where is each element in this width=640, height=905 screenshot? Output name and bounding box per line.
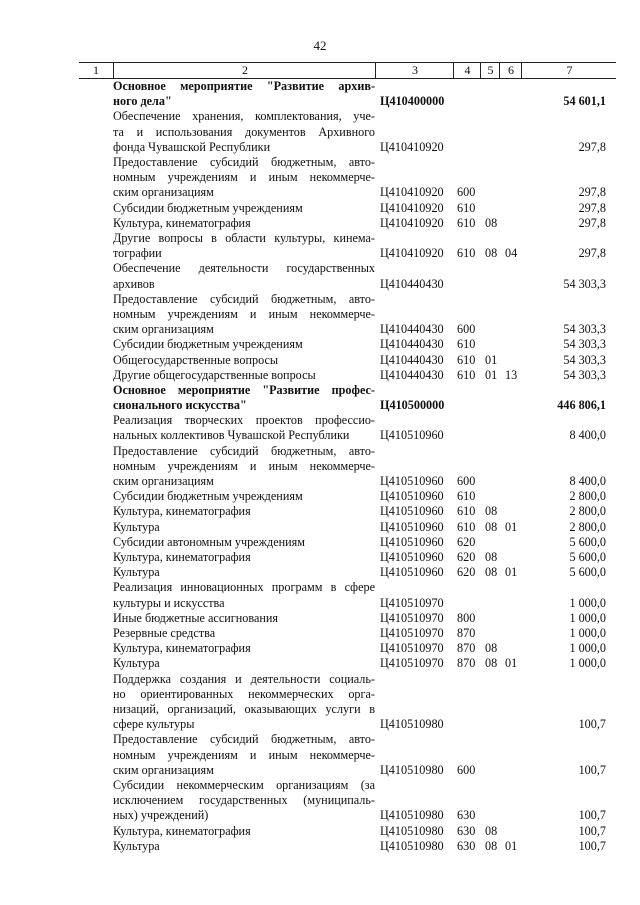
row-name-line: Резервные средства [113, 625, 216, 640]
row-name-line: Культура [113, 838, 160, 853]
row-section: 08 [485, 565, 498, 580]
row-name [113, 383, 375, 413]
table-row [0, 413, 640, 443]
row-name-line: Обеспечение хранения, комплектования, уче- [113, 109, 375, 124]
row-name [113, 368, 375, 383]
row-name-line: Культура, кинематография [113, 641, 251, 656]
row-code: Ц410510960 [380, 428, 444, 443]
row-name-line: но ориентированных некоммерческих орга- [113, 686, 375, 701]
row-sum: 2 800,0 [569, 504, 606, 519]
header-col-2: 2 [113, 63, 376, 78]
row-name-line: Субсидии бюджетным учреждениям [113, 200, 303, 215]
row-name [113, 824, 375, 839]
row-name [113, 626, 375, 641]
row-section: 08 [485, 519, 498, 534]
row-name [113, 550, 375, 565]
row-name-line: Субсидии бюджетным учреждениям [113, 489, 303, 504]
row-sum: 1 000,0 [569, 625, 606, 640]
row-code: Ц410510960 [380, 474, 444, 489]
header-col-7: 7 [521, 63, 617, 78]
row-expense-type: 630 [457, 838, 476, 853]
row-name [113, 353, 375, 368]
table-row [0, 641, 640, 656]
row-name [113, 201, 375, 216]
row-expense-type: 600 [457, 762, 476, 777]
row-sum: 54 303,3 [563, 337, 606, 352]
row-section: 08 [485, 215, 498, 230]
row-name [113, 520, 375, 535]
row-name [113, 337, 375, 352]
row-expense-type: 620 [457, 550, 476, 564]
row-code: Ц410510980 [380, 717, 444, 732]
row-section: 08 [485, 504, 498, 519]
row-sum: 54 303,3 [563, 276, 606, 291]
row-name [113, 839, 375, 854]
row-code: Ц410510960 [380, 504, 444, 519]
row-subsection: 01 [505, 519, 518, 534]
row-sum: 2 800,0 [569, 519, 606, 534]
row-name [113, 155, 375, 201]
row-sum: 5 600,0 [569, 565, 606, 580]
row-section: 01 [485, 352, 498, 367]
row-section: 08 [485, 838, 498, 853]
row-sum: 297,8 [578, 246, 606, 261]
row-code: Ц410510980 [380, 838, 444, 853]
table-row [0, 778, 640, 824]
row-name-line: Культура [113, 519, 160, 534]
row-name-line: Субсидии бюджетным учреждениям [113, 337, 303, 352]
row-name [113, 413, 375, 443]
row-code: Ц410510980 [380, 762, 444, 777]
row-name-line: Иные бюджетные ассигнования [113, 610, 279, 625]
row-name [113, 444, 375, 490]
row-name-line: ного дела" [113, 94, 172, 109]
row-name [113, 732, 375, 778]
row-sum: 100,7 [578, 762, 606, 777]
row-expense-type: 610 [457, 246, 476, 261]
row-name-line: фонда Чувашской Республики [113, 139, 271, 154]
row-expense-type: 610 [457, 504, 476, 519]
row-subsection: 04 [505, 246, 518, 261]
table-row [0, 383, 640, 413]
page-number: 42 [313, 38, 327, 53]
row-name [113, 778, 375, 824]
row-name [113, 672, 375, 733]
row-name [113, 580, 375, 610]
row-name-line: номным учреждениям и иным некоммерче- [113, 458, 375, 473]
table-row [0, 155, 640, 201]
row-name-line: Предоставление субсидий бюджетным, авто- [113, 443, 375, 458]
row-expense-type: 600 [457, 474, 476, 489]
row-name-line: Другие вопросы в области культуры, кинема- [113, 230, 375, 245]
row-expense-type: 620 [457, 565, 476, 580]
row-name-line: Предоставление субсидий бюджетным, авто- [113, 154, 375, 169]
row-sum: 5 600,0 [569, 550, 606, 564]
row-sum: 54 601,1 [563, 94, 606, 109]
row-sum: 54 303,3 [563, 322, 606, 337]
row-code: Ц410440430 [380, 352, 444, 367]
row-name [113, 565, 375, 580]
row-section: 08 [485, 246, 498, 261]
row-sum: 1 000,0 [569, 595, 606, 610]
row-code: Ц410510970 [380, 595, 444, 610]
table-row [0, 626, 640, 641]
row-name [113, 656, 375, 671]
table-row [0, 611, 640, 626]
row-name-line: Культура [113, 656, 160, 671]
row-section: 08 [485, 641, 498, 656]
row-expense-type: 610 [457, 337, 476, 352]
row-subsection: 13 [505, 367, 518, 382]
row-code: Ц410440430 [380, 322, 444, 337]
row-name-line: низаций, организаций, оказывающих услуги в [113, 701, 375, 716]
table-row [0, 520, 640, 535]
table-row [0, 79, 640, 109]
row-sum: 100,7 [578, 823, 606, 838]
row-sum: 8 400,0 [569, 428, 606, 443]
row-name [113, 261, 375, 291]
row-name [113, 641, 375, 656]
table-row [0, 292, 640, 338]
table-header [79, 62, 616, 79]
row-name-line: Субсидии автономным учреждениям [113, 534, 305, 549]
row-code: Ц410510960 [380, 519, 444, 534]
table-row [0, 337, 640, 352]
row-name-line: ных) учреждений) [113, 808, 209, 823]
row-expense-type: 610 [457, 519, 476, 534]
row-name-line: сионального искусства" [113, 398, 247, 413]
row-sum: 446 806,1 [557, 398, 606, 413]
row-expense-type: 610 [457, 367, 476, 382]
row-name-line: Культура [113, 565, 160, 580]
row-name-line: Поддержка создания и деятельности социаль- [113, 671, 375, 686]
row-code: Ц410510960 [380, 534, 444, 549]
row-section: 08 [485, 656, 498, 671]
row-code: Ц410510970 [380, 610, 444, 625]
row-code: Ц410510980 [380, 808, 444, 823]
row-name-line: культуры и искусства [113, 595, 225, 610]
row-sum: 1 000,0 [569, 610, 606, 625]
row-section: 08 [485, 823, 498, 838]
header-col-4: 4 [453, 63, 481, 78]
row-subsection: 01 [505, 565, 518, 580]
row-name-line: Общегосударственные вопросы [113, 352, 279, 367]
row-name-line: Реализация творческих проектов профессио- [113, 413, 375, 428]
row-name-line: архивов [113, 276, 155, 291]
row-name-line: Предоставление субсидий бюджетным, авто- [113, 291, 375, 306]
row-name-line: Субсидии некоммерческим организациям (за [113, 777, 375, 792]
row-name [113, 216, 375, 231]
row-name [113, 292, 375, 338]
row-expense-type: 870 [457, 625, 476, 640]
row-name-line: номным учреждениям и иным некоммерче- [113, 170, 375, 185]
row-code: Ц410510960 [380, 489, 444, 504]
row-expense-type: 800 [457, 610, 476, 625]
row-name-line: нальных коллективов Чувашской Республики [113, 428, 350, 443]
row-expense-type: 620 [457, 534, 476, 549]
row-name-line: исключением государственных (муниципаль- [113, 793, 375, 808]
row-sum: 2 800,0 [569, 489, 606, 504]
table-row [0, 732, 640, 778]
row-name-line: Предоставление субсидий бюджетным, авто- [113, 732, 375, 747]
row-expense-type: 600 [457, 322, 476, 337]
row-code: Ц410510960 [380, 565, 444, 580]
row-sum: 100,7 [578, 717, 606, 732]
row-code: Ц410410920 [380, 246, 444, 261]
row-expense-type: 610 [457, 215, 476, 230]
table-row [0, 504, 640, 519]
table-row [0, 580, 640, 610]
header-col-6: 6 [499, 63, 522, 78]
row-section: 01 [485, 367, 498, 382]
row-sum: 1 000,0 [569, 656, 606, 671]
row-sum: 54 303,3 [563, 352, 606, 367]
table-row [0, 824, 640, 839]
table-row [0, 550, 640, 565]
table-row [0, 216, 640, 231]
row-code: Ц410510970 [380, 641, 444, 656]
table-row [0, 839, 640, 854]
row-code: Ц410410920 [380, 215, 444, 230]
row-expense-type: 610 [457, 200, 476, 215]
row-sum: 297,8 [578, 139, 606, 154]
row-expense-type: 600 [457, 185, 476, 200]
table-row [0, 231, 640, 261]
row-code: Ц410440430 [380, 367, 444, 382]
row-code: Ц410510970 [380, 656, 444, 671]
table-row [0, 535, 640, 550]
row-name [113, 535, 375, 550]
row-name-line: номным учреждениям и иным некоммерче- [113, 306, 375, 321]
row-code: Ц410410920 [380, 139, 444, 154]
row-name-line: Культура, кинематография [113, 215, 251, 230]
row-name-line: ским организациям [113, 185, 214, 200]
row-name-line: Культура, кинематография [113, 504, 251, 519]
row-code: Ц410440430 [380, 337, 444, 352]
row-name-line: ским организациям [113, 322, 214, 337]
row-name-line: Другие общегосударственные вопросы [113, 367, 316, 382]
row-name-line: та и использования документов Архивного [113, 124, 375, 139]
row-sum: 5 600,0 [569, 534, 606, 549]
row-expense-type: 870 [457, 641, 476, 656]
row-sum: 8 400,0 [569, 474, 606, 489]
row-name [113, 109, 375, 155]
table-row [0, 444, 640, 490]
row-name-line: Основное мероприятие "Развитие архив- [113, 79, 375, 93]
row-name [113, 489, 375, 504]
row-name-line: Культура, кинематография [113, 823, 251, 838]
row-name [113, 504, 375, 519]
table-row [0, 261, 640, 291]
row-expense-type: 610 [457, 352, 476, 367]
row-subsection: 01 [505, 838, 518, 853]
row-code: Ц410510980 [380, 823, 444, 838]
row-name-line: Реализация инновационных программ в сфере [113, 580, 375, 595]
row-code: Ц410410920 [380, 200, 444, 215]
row-code: Ц410500000 [380, 398, 445, 413]
row-subsection: 01 [505, 656, 518, 671]
header-col-3: 3 [375, 63, 454, 78]
header-col-5: 5 [480, 63, 500, 78]
table-row [0, 672, 640, 733]
row-code: Ц410510970 [380, 625, 444, 640]
row-sum: 54 303,3 [563, 367, 606, 382]
row-expense-type: 630 [457, 808, 476, 823]
table-row [0, 489, 640, 504]
row-code: Ц410440430 [380, 276, 444, 291]
row-section: 08 [485, 550, 498, 564]
row-name [113, 79, 375, 109]
row-expense-type: 610 [457, 489, 476, 504]
row-sum: 297,8 [578, 200, 606, 215]
table-row [0, 656, 640, 671]
row-sum: 297,8 [578, 215, 606, 230]
row-name-line: Обеспечение деятельности государственных [113, 261, 375, 276]
table-row [0, 353, 640, 368]
table-row [0, 368, 640, 383]
table-row [0, 565, 640, 580]
row-name-line: ским организациям [113, 474, 214, 489]
row-expense-type: 870 [457, 656, 476, 671]
row-sum: 1 000,0 [569, 641, 606, 656]
row-name [113, 611, 375, 626]
row-name-line: сфере культуры [113, 717, 195, 732]
row-name-line: Основное мероприятие "Развитие профес- [113, 382, 375, 397]
row-name [113, 231, 375, 261]
budget-table-body [0, 79, 640, 854]
row-name-line: номным учреждениям и иным некоммерче- [113, 747, 375, 762]
table-row [0, 109, 640, 155]
row-sum: 100,7 [578, 838, 606, 853]
row-name-line: ским организациям [113, 762, 214, 777]
row-expense-type: 630 [457, 823, 476, 838]
row-code: Ц410410920 [380, 185, 444, 200]
row-name-line: Культура, кинематография [113, 550, 251, 565]
table-row [0, 201, 640, 216]
row-sum: 297,8 [578, 185, 606, 200]
header-col-1: 1 [93, 63, 99, 77]
row-code: Ц410510960 [380, 550, 444, 564]
row-code: Ц410400000 [380, 94, 445, 109]
row-sum: 100,7 [578, 808, 606, 823]
row-name-line: тографии [113, 246, 162, 261]
